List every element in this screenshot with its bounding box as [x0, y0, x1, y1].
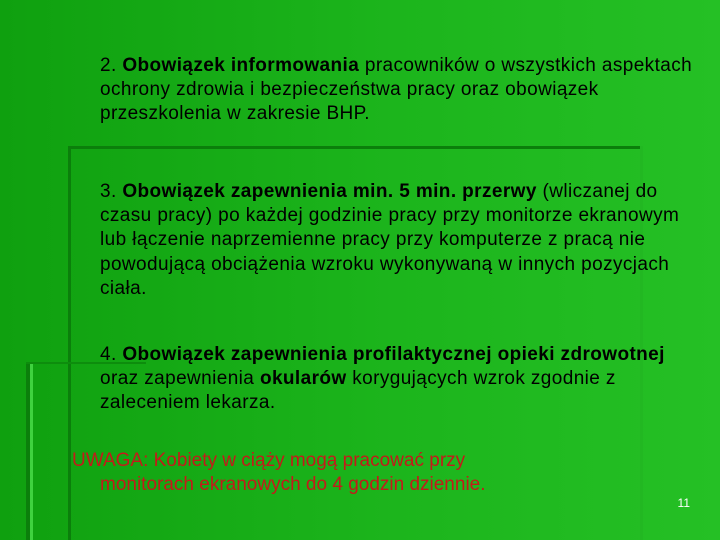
item-heading: Obowiązek zapewnienia min. 5 min. przerwy	[122, 181, 537, 202]
warning-line: UWAGA: Kobiety w ciąży mogą pracować przy	[72, 450, 466, 471]
item-heading: Obowiązek informowania	[122, 55, 360, 76]
item-number: 3.	[100, 181, 123, 202]
item-text: korygujących wzrok zgodnie z zaleceniem lekarza.	[100, 368, 616, 414]
warning-note	[72, 449, 632, 497]
slide-number: 11	[677, 496, 690, 510]
item-heading: Obowiązek zapewnienia profilaktycznej opieki zdrowotnej	[122, 344, 665, 365]
item-number: 4.	[100, 344, 123, 365]
item-text: (wliczanej do czasu pracy) po każdej godzinie pracy przy monitorze ekranowym lub łączenie naprzemienne pracy przy komputerze z pracą nie powodującą obciążenia wzroku wykonywaną w innych pozycjach ciała.	[100, 181, 680, 299]
warning-line: monitorach ekranowych do 4 godzin dziennie.	[100, 474, 486, 495]
item-heading: okularów	[259, 368, 347, 390]
decorative-line	[68, 146, 640, 149]
item-text: oraz zapewnienia	[100, 368, 260, 390]
item-text: pracowników o wszystkich aspektach ochrony zdrowia i bezpieczeństwa pracy oraz obowiązek przeszkolenia w zakresie BHP.	[100, 55, 693, 125]
list-item	[100, 54, 700, 127]
list-item	[100, 180, 700, 301]
decorative-line	[30, 362, 33, 540]
decorative-line	[68, 146, 71, 540]
list-item	[100, 343, 700, 416]
item-number: 2.	[100, 55, 123, 76]
